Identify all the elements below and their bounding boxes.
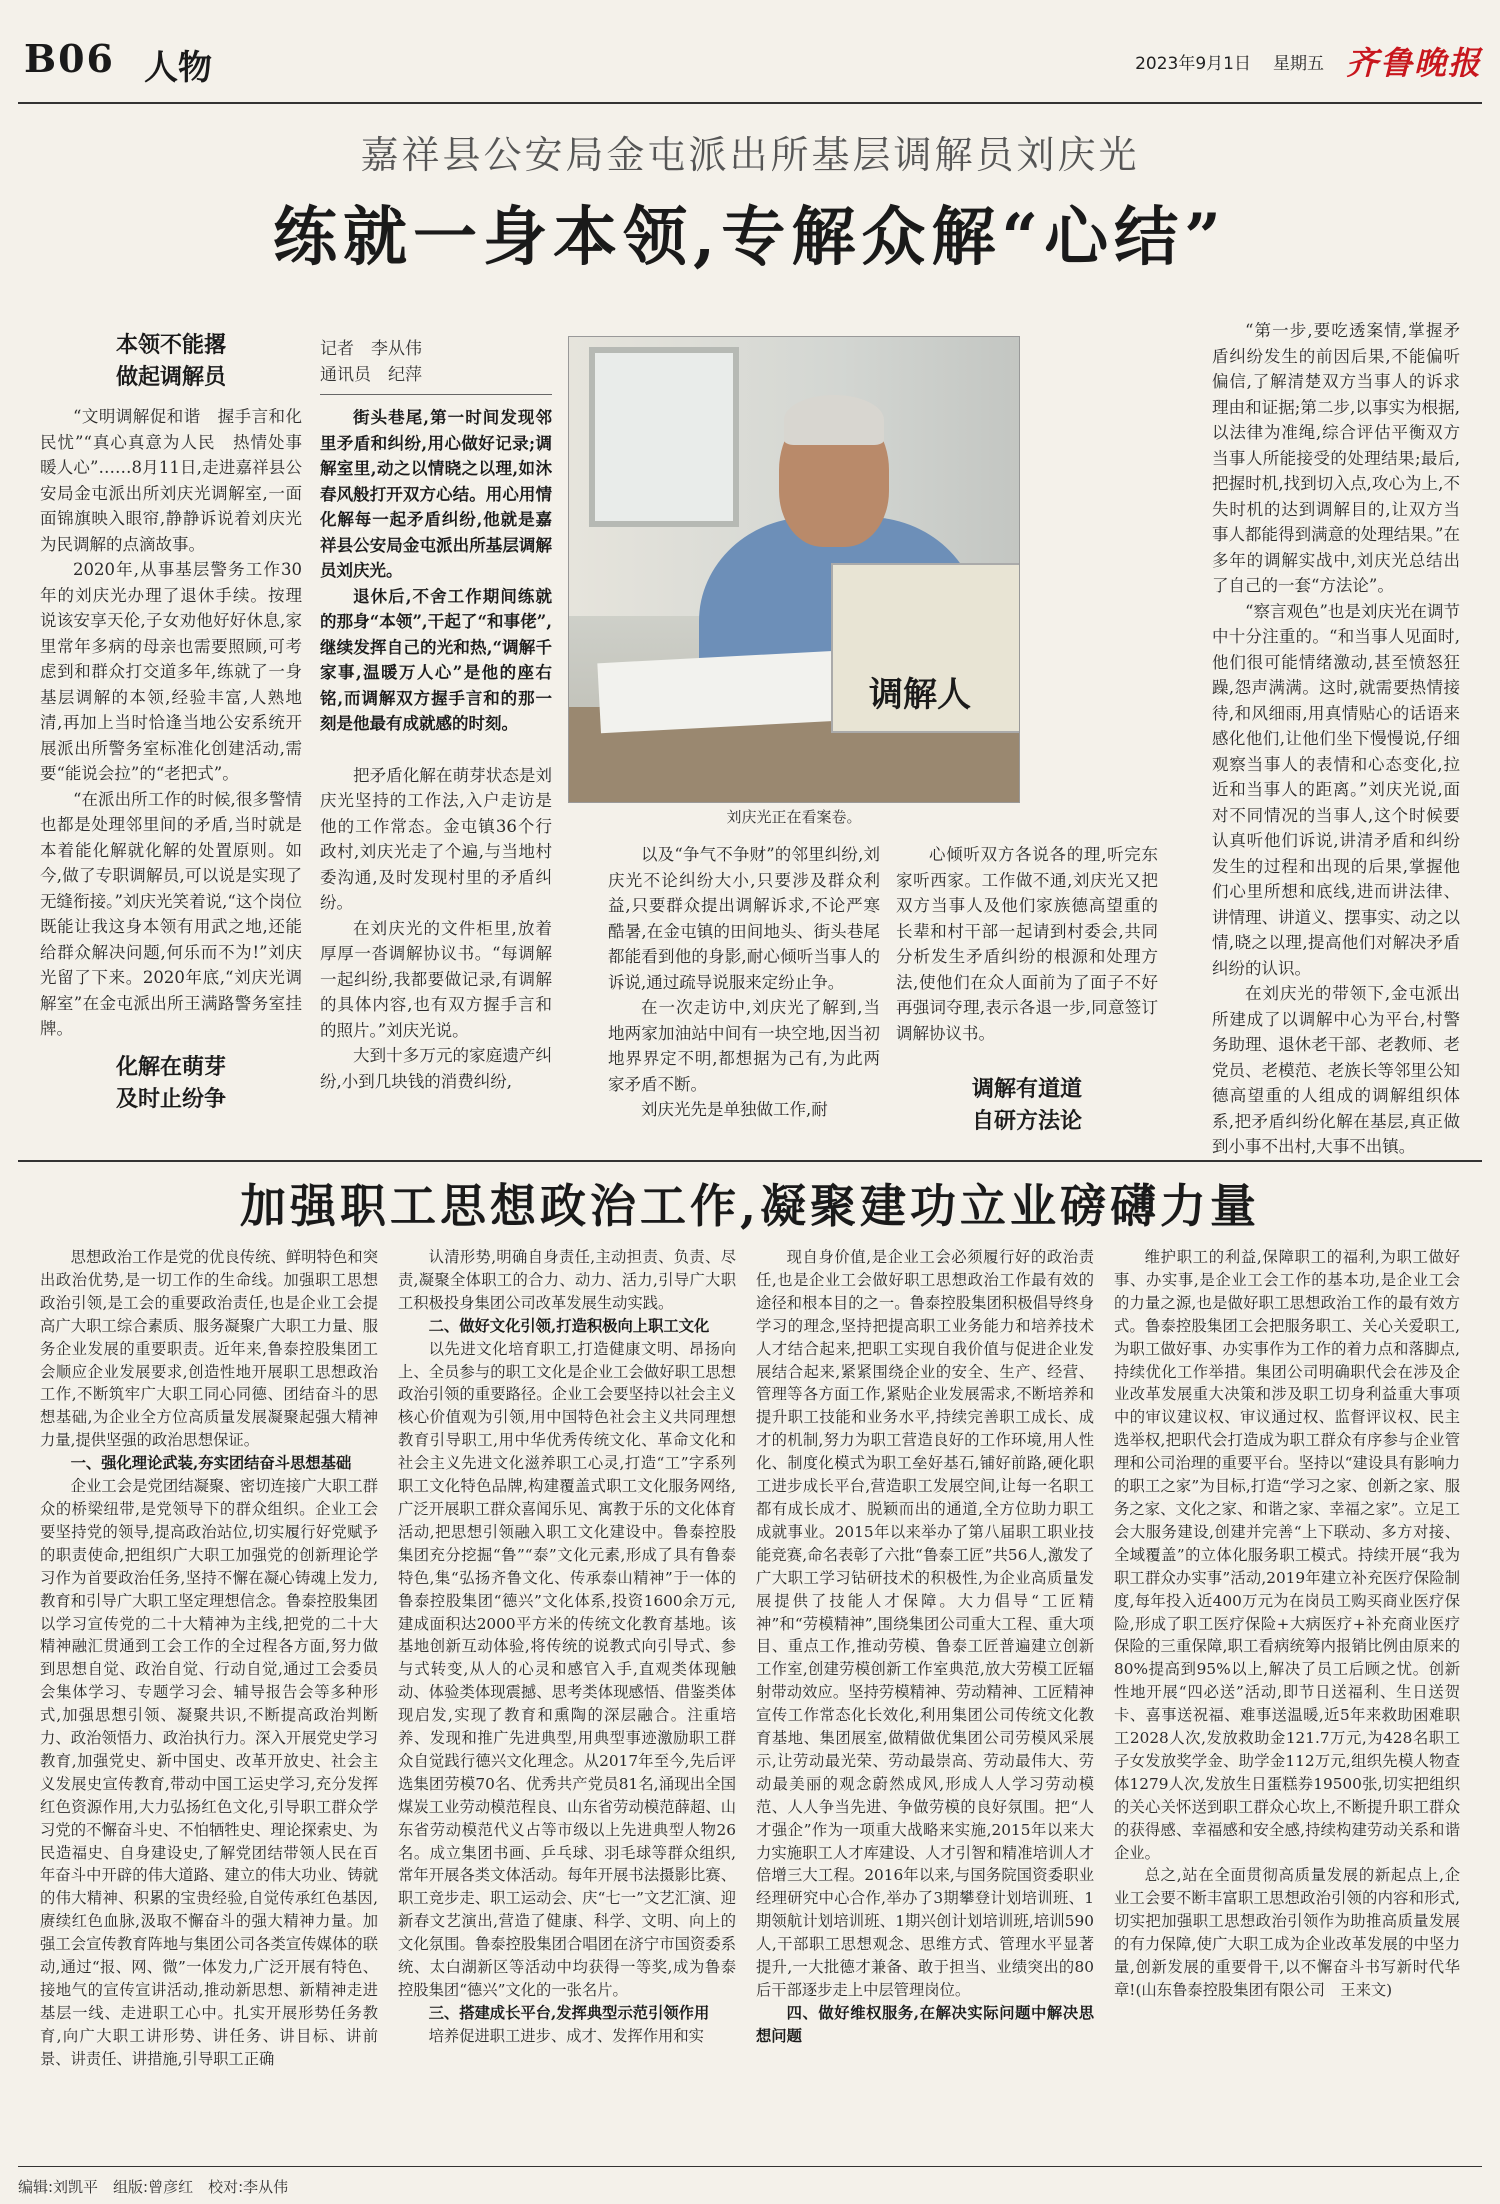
lead-paragraph: 退休后,不舍工作期间练就的那身“本领”,干起了“和事佬”,继续发挥自己的光和热,“调解千家事,温暖万人心”是他的座右铭,而调解双方握手言和的那一刻是他最有成就感的时刻。 — [320, 586, 552, 733]
section-heading: 二、做好文化引领,打造积极向上职工文化 — [428, 1316, 710, 1335]
page-number: B06 — [24, 36, 115, 81]
photo-window — [589, 347, 739, 527]
paragraph: 以先进文化培育职工,打造健康文明、昂扬向上、全员参与的职工文化是企业工会做好职工思想政治引领的重要路径。企业工会要坚持以社会主义核心价值观为引领,用中国特色社会主义共同理想教育引导职工,用中华优秀传统文化、革命文化和社会主义先进文化滋养职工心灵,打造“工”字系列职工文化特色品牌,构建覆盖式职工文化服务网络,广泛开展职工群众喜闻乐见、寓教于乐的文化体育活动,把思想引领融入职工文化建设中。鲁泰控股集团充分挖掘“鲁”“泰”文化元素,形成了具有鲁泰特色,集“弘扬齐鲁文化、传承泰山精神”于一体的鲁泰控股集团“德兴”文化体系,投资1600余万元,建成面积达2000平方米的传统文化教育基地。该基地创新互动体验,将传统的说教式向引导式、参与式转变,从人的心灵和感官入手,直观类体现触动、体验类体现震撼、思考类体现感悟、借鉴类体现启发,实现了教育和熏陶的深层融合。注重培养、发现和推广先进典型,用典型事迹激励职工群众自觉践行德兴文化理念。从2017年至今,先后评选集团劳模70名、优秀共产党员81名,涌现出全国煤炭工业劳动模范程良、山东省劳动模范薛超、山东省劳动模范代义占等市级以上先进典型人物26名。成立集团书画、乒乓球、羽毛球等群众组织,常年开展各类文体活动。每年开展书法摄影比赛、职工竞步走、职工运动会、庆“七一”文艺汇演、迎新春文艺演出,营造了健康、科学、文明、向上的文化氛围。鲁泰控股集团合唱团在济宁市国资委系统、太白湖新区等活动中均获得一等奖,成为鲁泰控股集团“德兴”文化的一张名片。 — [398, 1339, 736, 1999]
article2-headline: 加强职工思想政治工作,凝聚建功立业磅礴力量 — [239, 1179, 1260, 1233]
article1-column-2 — [320, 336, 552, 1156]
subheading-3: 调解有道道 自研方法论 — [971, 1077, 1082, 1134]
issue-weekday: 星期五 — [1272, 53, 1324, 74]
paragraph: “第一步,要吃透案情,掌握矛盾纠纷发生的前因后果,不能偏听偏信,了解清楚双方当事人的诉求理由和证据;第二步,以事实为根据,以法律为准绳,综合评估平衡双方当事人所能接受的处理结果;最后,把握时机,找到切入点,攻心为上,不失时机的达到调解目的,让双方当事人都能得到满意的处理结果。”在多年的调解实战中,刘庆光总结出了自己的一套“方法论”。 — [1212, 321, 1460, 595]
article1-column-4 — [896, 842, 1158, 1156]
editor-credits: 编辑:刘凯平 组版:曾彦红 校对:李从伟 — [18, 2178, 289, 2196]
article-photo — [568, 336, 1020, 803]
spacer — [320, 737, 552, 763]
paragraph: 刘庆光先是单独做工作,耐 — [641, 1100, 828, 1119]
section-heading: 四、做好维权服务,在解决实际问题中解决思想问题 — [756, 2003, 1094, 2045]
paragraph: 在刘庆光的带领下,金屯派出所建成了以调解中心为平台,村警务助理、退休老干部、老教师、老党员、老模范、老族长等邻里公知德高望重的人组成的调解组织体系,把矛盾纠纷化解在基层,真正做到小事不出村,大事不出镇。 — [1212, 984, 1460, 1156]
paragraph: 维护职工的利益,保障职工的福利,为职工做好事、办实事,是企业工会工作的基本功,是企业工会的力量之源,也是做好职工思想政治工作的最有效方式。鲁泰控股集团工会把服务职工、关心关爱职工,为职工做好事、办实事作为工作的着力点和落脚点,持续优化工作举措。集团公司明确职代会在涉及企业改革发展重大决策和涉及职工切身利益重大事项中的审议建议权、审议通过权、监督评议权、民主选举权,把职代会打造成为职工群众有序参与企业管理和公司治理的重要平台。坚持以“建设具有影响力的职工之家”为目标,打造“学习之家、创新之家、服务之家、文化之家、和谐之家、幸福之家”。立足工会大服务建设,创建并完善“上下联动、多方对接、全域覆盖”的立体化服务职工模式。持续开展“我为职工群众办实事”活动,2019年建立补充医疗保险制度,每年投入近400万元为在岗员工购买商业医疗保险,形成了职工医疗保险+大病医疗+补充商业医疗保险的三重保障,职工看病统筹内报销比例由原来的80%提高到95%以上,解决了员工后顾之忧。创新性地开展“四必送”活动,即节日送福利、生日送贺卡、喜事送祝福、难事送温暖,近5年来救助困难职工2028人次,发放救助金121.7万元,为428名职工子女发放奖学金、助学金112万元,组织先模人物查体1279人次,发放生日蛋糕券19500张,切实把组织的关心关怀送到职工群众心坎上,不断提升职工群众的获得感、幸福感和安全感,持续构建劳动关系和谐企业。 — [1114, 1248, 1460, 1862]
section-heading: 一、强化理论武装,夯实团结奋斗思想基础 — [70, 1454, 352, 1473]
paragraph: 在刘庆光的文件柜里,放着厚厚一沓调解协议书。“每调解一起纠纷,我都要做记录,有调解的具体内容,也有双方握手言和的照片。”刘庆光说。 — [320, 918, 552, 1040]
paragraph: 2020年,从事基层警务工作30年的刘庆光办理了退休手续。按理说该安享天伦,子女劝他好好休息,家里常年多病的母亲也需要照顾,可考虑到和群众打交道多年,练就了一身基层调解的本领,经验丰富,人熟地清,再加上当时恰逢当地公安系统开展派出所警务室标准化创建活动,需要“能说会拉”的“老把式”。 — [40, 560, 302, 783]
byline-correspondent: 通讯员 纪萍 — [320, 365, 422, 385]
article2-column-3 — [756, 1246, 1094, 2156]
subheading-1: 本领不能撂 做起调解员 — [115, 333, 226, 390]
article2-column-1 — [40, 1246, 378, 2156]
paragraph: “在派出所工作的时候,很多警情也都是处理邻里间的矛盾,当时就是本着能化解就化解的处置原则。如今,做了专职调解员,可以说是实现了无缝衔接。”刘庆光笑着说,“这个岗位既能让我这身本领有用武之地,还能给群众解决问题,何乐而不为!”刘庆光留了下来。2020年底,“刘庆光调解室”在金屯派出所王满路警务室挂牌。 — [40, 789, 302, 1038]
paragraph: 认清形势,明确自身责任,主动担责、负责、尽责,凝聚全体职工的合力、动力、活力,引导广大职工积极投身集团公司改革发展生动实践。 — [398, 1248, 736, 1312]
paragraph: “察言观色”也是刘庆光在调节中十分注重的。“和当事人见面时,他们很可能情绪激动,甚至愤怒狂躁,怨声满满。这时,就需要热情接待,和风细雨,用真情贴心的话语来感化他们,让他们坐下慢慢说,仔细观察当事人的表情和心态变化,拉近和当事人的距离。”刘庆光说,面对不同情况的当事人,这个时候要认真听他们诉说,讲清矛盾和纠纷发生的过程和出现的后果,掌握他们心里所想和底线,进而讲法律、讲情理、讲道义、摆事实、动之以情,晓之以理,提高他们对解决矛盾纠纷的认识。 — [1212, 601, 1460, 978]
masthead — [1135, 38, 1482, 84]
photo-nameplate-text: 调解人 — [869, 675, 971, 715]
article1-headline: 练就一身本领,专解众解“心结” — [273, 200, 1227, 275]
article2-column-2 — [398, 1246, 736, 2156]
photo-papers — [597, 651, 840, 733]
paragraph: 现自身价值,是企业工会必须履行好的政治责任,也是企业工会做好职工思想政治工作最有效的途径和根本目的之一。鲁泰控股集团积极倡导终身学习的理念,坚持把提高职工业务能力和培养技术人才结合起来,把职工实现自我价值与促进企业发展结合起来,紧紧围绕企业的安全、生产、经营、管理等各方面工作,紧贴企业发展需求,不断培养和提升职工技能和业务水平,持续完善职工成长、成才的机制,努力为职工营造良好的工作环境,用人性化、制度化模式为职工垒好基石,铺好前路,硬化职工进步成长平台,营造职工发展空间,让每一名职工都有成长成才、脱颖而出的通道,全方位助力职工成就事业。2015年以来举办了第八届职工职业技能竞赛,命名表彰了六批“鲁泰工匠”共56人,激发了广大职工学习钻研技术的积极性,为企业高质量发展提供了技能人才保障。大力倡导“工匠精神”和“劳模精神”,围绕集团公司重大工程、重大项目、重点工作,推动劳模、鲁泰工匠普遍建立创新工作室,创建劳模创新工作室典范,放大劳模工匠辐射带动效应。坚持劳模精神、劳动精神、工匠精神宣传工作常态化长效化,利用集团公司传统文化教育基地、集团展室,做精做优集团公司劳模风采展示,让劳动最光荣、劳动最崇高、劳动最伟大、劳动最美丽的观念蔚然成风,形成人人学习劳动模范、人人争当先进、争做劳模的良好氛围。把“人才强企”作为一项重大战略来实施,2015年以来大力实施职工人才库建设、人才引智和精准培训人才倍增三大工程。2016年以来,与国务院国资委职业经理研究中心合作,举办了3期攀登计划培训班、1期领航计划培训班、1期兴创计划培训班,培训590人,干部职工思想观念、思维方式、管理水平显著提升,一大批德才兼备、敢于担当、业绩突出的80后干部逐步走上中层管理岗位。 — [756, 1248, 1094, 1999]
article1-column-1 — [40, 326, 302, 1156]
newspaper-logo: 齐鲁晚报 — [1345, 44, 1482, 82]
article1-column-3 — [608, 842, 880, 1156]
article1-column-5 — [1212, 318, 1460, 1156]
paragraph: 在一次走访中,刘庆光了解到,当地两家加油站中间有一块空地,因当初地界界定不明,都想据为己有,为此两家矛盾不断。 — [608, 998, 880, 1094]
issue-date: 2023年9月1日 — [1135, 53, 1251, 74]
article1-subtitle: 嘉祥县公安局金屯派出所基层调解员刘庆光 — [360, 133, 1140, 177]
section-divider — [18, 1160, 1482, 1162]
paragraph: 思想政治工作是党的优良传统、鲜明特色和突出政治优势,是一切工作的生命线。加强职工思想政治引领,是工会的重要政治责任,也是企业工会提高广大职工综合素质、服务凝聚广大职工力量、服务企业发展的重要职责。近年来,鲁泰控股集团工会顺应企业发展要求,创造性地开展职工思想政治工作,不断筑牢广大职工同心同德、团结奋斗的思想基础,为企业全方位高质量发展凝聚起强大精神力量,提供坚强的政治思想保证。 — [40, 1248, 378, 1450]
lead-paragraph: 街头巷尾,第一时间发现邻里矛盾和纠纷,用心做好记录;调解室里,动之以情晓之以理,如沐春风般打开双方心结。用心用情化解每一起矛盾纠纷,他就是嘉祥县公安局金屯派出所基层调解员刘庆光。 — [320, 408, 552, 580]
subheading-2: 化解在萌芽 及时止纷争 — [115, 1054, 226, 1112]
paragraph: “文明调解促和谐 握手言和化民忧”“真心真意为人民 热情处事暖人心”……8月11日,走进嘉祥县公安局金屯派出所刘庆光调解室,一面面锦旗映入眼帘,静静诉说着刘庆光为民调解的点滴故事。 — [40, 407, 302, 554]
page-section: 人物 — [144, 48, 212, 88]
photo-caption: 刘庆光正在看案卷。 — [726, 808, 862, 826]
paragraph: 企业工会是党团结凝聚、密切连接广大职工群众的桥梁纽带,是党领导下的群众组织。企业工会要坚持党的领导,提高政治站位,切实履行好党赋予的职责使命,把组织广大职工加强党的创新理论学习作为首要政治任务,坚持不懈在凝心铸魂上发力,教育和引导广大职工坚定理想信念。鲁泰控股集团以学习宣传党的二十大精神为主线,把党的二十大精神融汇贯通到工会工作的全过程各方面,努力做到思想自觉、政治自觉、行动自觉,通过工会委员会集体学习、专题学习会、辅导报告会等多种形式,加强思想引领、凝聚共识,不断提高政治判断力、政治领悟力、政治执行力。深入开展党史学习教育,加强党史、新中国史、改革开放史、社会主义发展史宣传教育,带动中国工运史学习,充分发挥红色资源作用,大力弘扬红色文化,引导职工群众学习党的不懈奋斗史、不怕牺牲史、理论探索史、为民造福史、自身建设史,了解党团结带领人民在百年奋斗中开辟的伟大道路、建立的伟大功业、铸就的伟大精神、积累的宝贵经验,自觉传承红色基因,赓续红色血脉,汲取不懈奋斗的强大精神力量。加强工会宣传教育阵地与集团公司各类宣传媒体的联动,通过“报、网、微”一体发力,广泛开展有特色、接地气的宣传宣讲活动,推动新思想、新精神走进基层一线、走进职工心中。扎实开展形势任务教育,向广大职工讲形势、讲任务、讲目标、讲前景、讲责任、讲措施,引导职工正确 — [40, 1477, 378, 2068]
paragraph: 总之,站在全面贯彻高质量发展的新起点上,企业工会要不断丰富职工思想政治引领的内容和形式,切实把加强职工思想政治引领作为助推高质量发展的有力保障,使广大职工成为企业改革发展的中坚力量,创新发展的重要骨干,以不懈奋斗书写新时代华章!(山东鲁泰控股集团有限公司 王来文) — [1114, 1866, 1460, 1999]
paragraph: 培养促进职工进步、成才、发挥作用和实 — [428, 2026, 704, 2045]
footer-divider — [18, 2166, 1482, 2167]
paragraph: 心倾听双方各说各的理,听完东家听西家。工作做不通,刘庆光又把双方当事人及他们家族德高望重的长辈和村干部一起请到村委会,共同分析发生矛盾纠纷的根源和处理方法,使他们在众人面前为了面子不好再强词夺理,表示各退一步,同意签订调解协议书。 — [896, 845, 1158, 1043]
byline-rule — [320, 394, 552, 395]
paragraph: 以及“争气不争财”的邻里纠纷,刘庆光不论纠纷大小,只要涉及群众利益,只要群众提出调解诉求,不论严寒酷暑,在金屯镇的田间地头、街头巷尾都能看到他的身影,耐心倾听当事人的诉说,通过疏导说服来定纷止争。 — [608, 845, 880, 992]
paragraph: 大到十多万元的家庭遗产纠纷,小到几块钱的消费纠纷, — [320, 1046, 552, 1091]
photo-person-hair — [784, 395, 884, 445]
article2-column-4 — [1114, 1246, 1460, 2156]
paragraph: 把矛盾化解在萌芽状态是刘庆光坚持的工作法,入户走访是他的工作常态。金屯镇36个行政村,刘庆光走了个遍,与当地村委沟通,及时发现村里的矛盾纠纷。 — [320, 765, 552, 912]
page-header — [18, 0, 1482, 104]
byline-reporter: 记者 李从伟 — [320, 339, 422, 359]
section-heading: 三、搭建成长平台,发挥典型示范引领作用 — [428, 2003, 710, 2022]
